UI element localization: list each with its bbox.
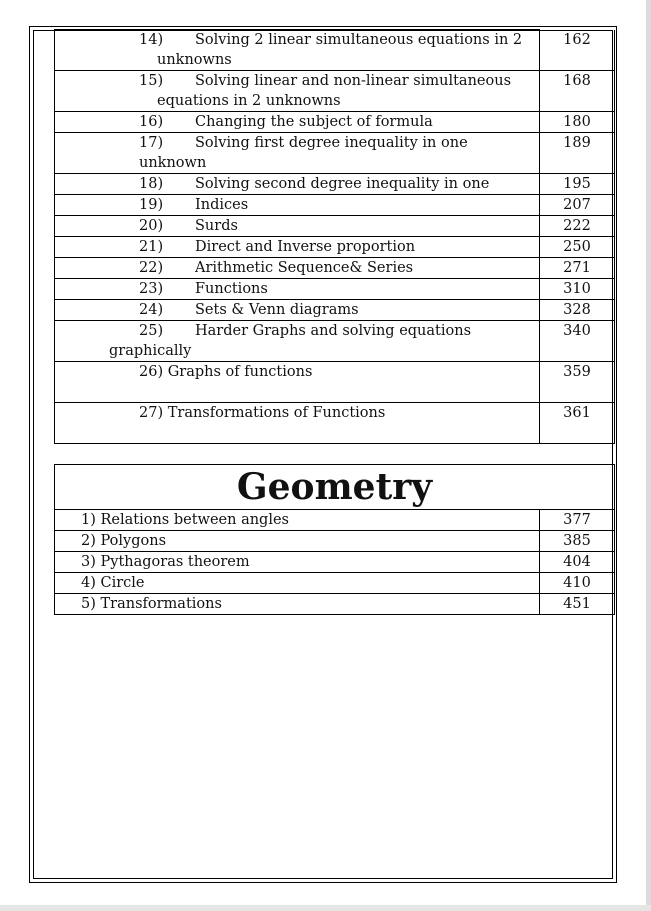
entry-title: 3) Pythagoras theorem: [55, 552, 540, 573]
entry-title: Sets & Venn diagrams: [195, 302, 359, 318]
toc-row[interactable]: [55, 237, 615, 258]
toc-row[interactable]: [55, 216, 615, 237]
entry-page-number: 180: [540, 112, 615, 133]
entry-page-number: 195: [540, 174, 615, 195]
entry-title: 2) Polygons: [55, 531, 540, 552]
toc-row[interactable]: [55, 71, 615, 112]
toc-row[interactable]: [55, 300, 615, 321]
entry-number: 18): [139, 176, 164, 192]
entry-page-number: 162: [540, 30, 615, 71]
entry-title: Harder Graphs and solving equations: [195, 323, 472, 339]
entry-title: 5) Transformations: [55, 594, 540, 615]
entry-page-number: 377: [539, 510, 614, 531]
toc-row[interactable]: [55, 258, 615, 279]
entry-title: 4) Circle: [55, 573, 540, 594]
geometry-heading: Geometry: [55, 465, 615, 510]
toc-row[interactable]: [55, 510, 615, 531]
entry-title-continued: unknowns: [157, 52, 232, 68]
entry-title: Graphs of functions: [167, 364, 313, 380]
entry-title: 1) Relations between angles: [55, 510, 540, 531]
toc-row[interactable]: [55, 174, 615, 195]
entry-page-number: 404: [539, 552, 614, 573]
entry-number: 22): [139, 260, 164, 276]
page-edge-shadow-right: [646, 0, 651, 911]
entry-title: Transformations of Functions: [167, 405, 386, 421]
entry-title: Surds: [195, 218, 238, 234]
entry-page-number: 451: [539, 594, 614, 615]
entry-page-number: 385: [539, 531, 614, 552]
entry-page-number: 410: [539, 573, 614, 594]
page-edge-shadow-bottom: [0, 905, 651, 911]
entry-title-continued: graphically: [109, 343, 192, 359]
toc-row[interactable]: [55, 594, 615, 615]
toc-row[interactable]: [55, 279, 615, 300]
entry-number: 23): [139, 281, 164, 297]
toc-row[interactable]: [55, 30, 615, 71]
toc-row[interactable]: [55, 573, 615, 594]
entry-title: Changing the subject of formula: [195, 114, 433, 130]
toc-row[interactable]: [55, 552, 615, 573]
entry-title: Solving second degree inequality in one: [195, 176, 490, 192]
entry-title: Solving 2 linear simultaneous equations in 2: [195, 32, 523, 48]
entry-page-number: 168: [540, 71, 615, 112]
entry-page-number: 359: [540, 362, 615, 403]
entry-number: 15): [139, 73, 164, 89]
entry-page-number: 271: [540, 258, 615, 279]
algebra-contents-table: [54, 29, 615, 444]
entry-number: 19): [139, 197, 164, 213]
entry-title: Arithmetic Sequence& Series: [195, 260, 414, 276]
entry-title: Solving first degree inequality in one unknown: [139, 135, 468, 171]
toc-row[interactable]: [55, 133, 615, 174]
entry-page-number: 328: [540, 300, 615, 321]
entry-number: 26): [139, 364, 164, 380]
entry-page-number: 189: [540, 133, 615, 174]
entry-title-continued: equations in 2 unknowns: [157, 93, 341, 109]
entry-number: 25): [139, 323, 164, 339]
toc-row[interactable]: [55, 362, 615, 403]
entry-number: 20): [139, 218, 164, 234]
toc-row[interactable]: [55, 403, 615, 444]
toc-row[interactable]: [55, 195, 615, 216]
toc-row[interactable]: [55, 321, 615, 362]
entry-title: Functions: [195, 281, 268, 297]
entry-page-number: 361: [540, 403, 615, 444]
entry-title: Solving linear and non-linear simultaneous: [195, 73, 512, 89]
entry-number: 21): [139, 239, 164, 255]
entry-title: Direct and Inverse proportion: [195, 239, 416, 255]
toc-row[interactable]: [55, 112, 615, 133]
entry-page-number: 250: [540, 237, 615, 258]
entry-number: 24): [139, 302, 164, 318]
entry-page-number: 340: [540, 321, 615, 362]
entry-page-number: 207: [540, 195, 615, 216]
entry-number: 27): [139, 405, 164, 421]
entry-number: 14): [139, 32, 164, 48]
toc-row[interactable]: [55, 531, 615, 552]
entry-title: Indices: [195, 197, 249, 213]
entry-number: 16): [139, 114, 164, 130]
entry-number: 17): [139, 135, 164, 151]
entry-page-number: 222: [540, 216, 615, 237]
geometry-contents-table: [54, 464, 615, 615]
entry-page-number: 310: [540, 279, 615, 300]
